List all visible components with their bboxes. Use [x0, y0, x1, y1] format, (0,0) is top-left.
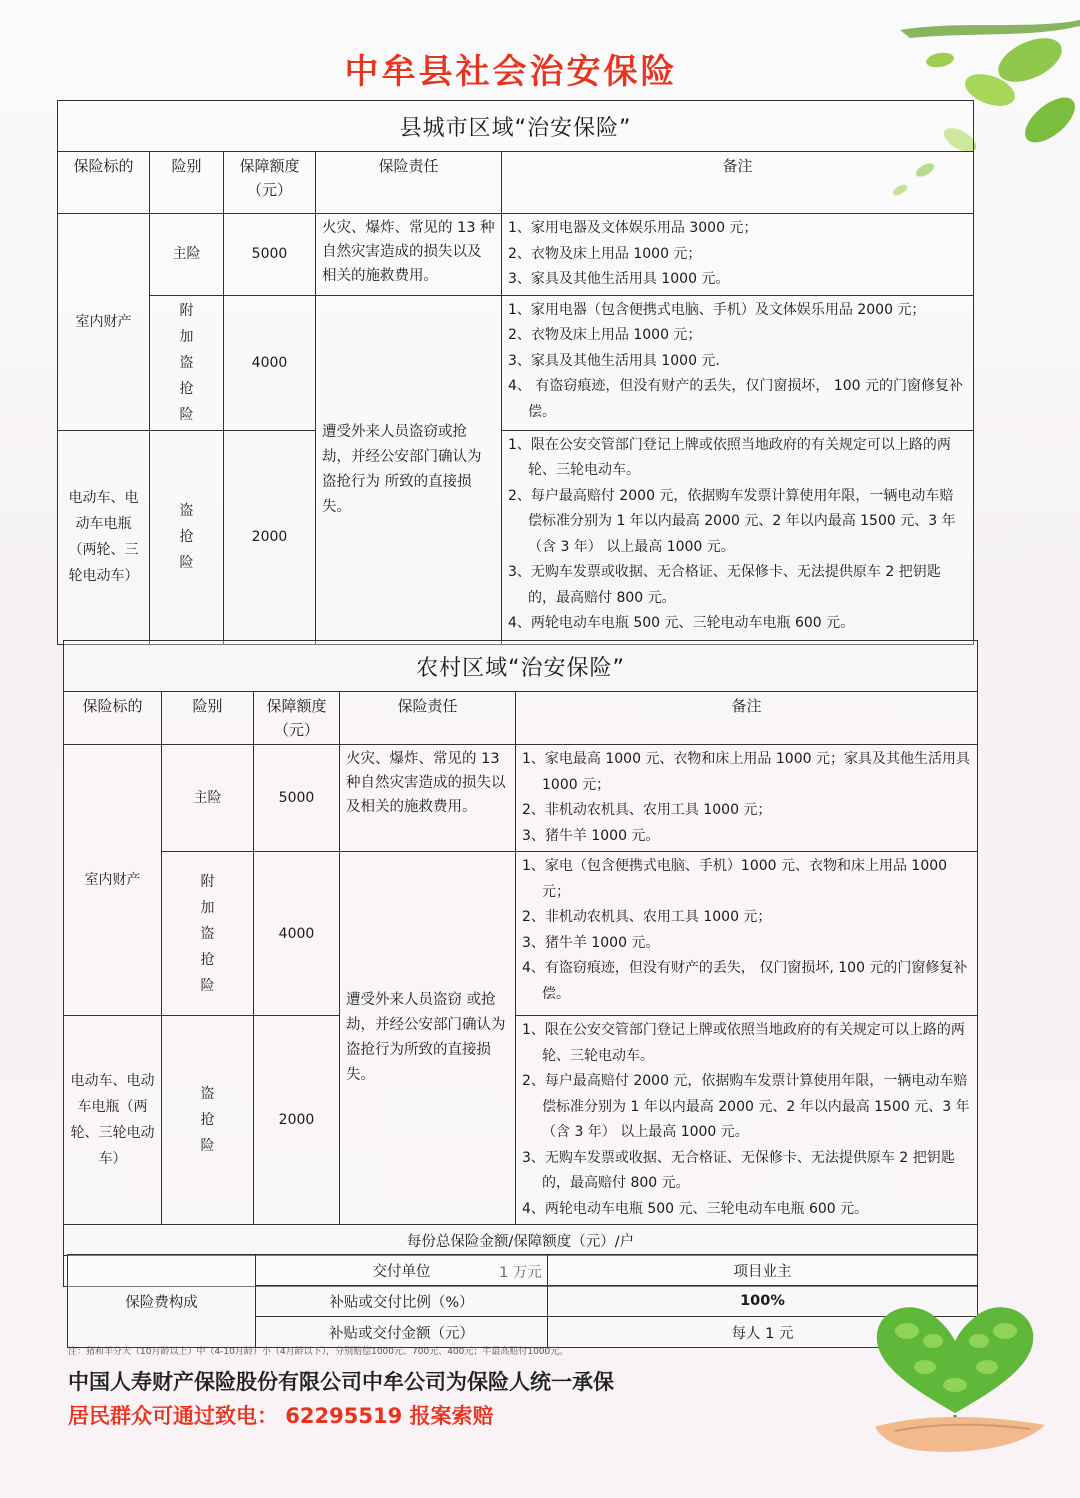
ev-theft-notes	[516, 1016, 978, 1225]
note-item: 4、两轮电动车电瓶 500 元、三轮电动车电瓶 600 元。	[508, 615, 855, 631]
leaf-heart-hand-icon	[855, 1295, 1055, 1460]
fine-print-note: 注：猪和羊分大（10月龄以上）中（4-10月龄）小（4月龄以下），分别赔偿1000元、700元、400元；牛最高赔付1000元。	[68, 1347, 569, 1357]
main-insurance-notes	[502, 214, 974, 296]
county-section-title: 县城市区域“治安保险”	[58, 101, 974, 152]
note-item: 1、家用电器（包含便携式电脑、手机）及文体娱乐用品 2000 元；	[508, 301, 926, 318]
note-item: 3、猪牛羊 1000 元。	[522, 934, 660, 951]
note-item: 1、家电（包含便携式电脑、手机）1000 元、衣物和床上用品 1000 元；	[522, 858, 948, 900]
note-item: 3、无购车发票或收据、无合格证、无保修卡、无法提供原车 2 把钥匙的，最高赔付 800 元。	[522, 1149, 955, 1191]
note-item: 1、限在公安交管部门登记上牌或依照当地政府的有关规定可以上路的两轮、三轮电动车。	[508, 436, 951, 478]
header-type: 险别	[162, 692, 254, 745]
note-item: 3、家具及其他生活用具 1000 元。	[508, 271, 730, 287]
note-item: 4、两轮电动车电瓶 500 元、三轮电动车电瓶 600 元。	[522, 1200, 869, 1217]
ev-theft-type: 盗 抢 险	[150, 430, 224, 644]
main-insurance-type: 主险	[150, 214, 224, 296]
payer-value: 项目业主	[548, 1255, 978, 1286]
amount-label: 补贴或交付金额（元）	[256, 1317, 548, 1348]
ev-theft-notes	[502, 430, 974, 644]
note-item: 3、猪牛羊 1000 元。	[522, 827, 660, 844]
amount-value: 每人 1 元	[548, 1317, 978, 1348]
indoor-property-label: 室内财产	[64, 745, 162, 1016]
note-item: 2、衣物及床上用品 1000 元；	[508, 327, 702, 343]
main-insurance-amount: 5000	[254, 745, 340, 852]
note-item: 4、有盗窃痕迹，但没有财产的丢失， 仅门窗损坏, 100 元的门窗修复补偿。	[522, 960, 968, 1002]
main-insurance-responsibility: 火灾、爆炸、常见的 13 种自然灾害造成的损失以及相关的施救费用。	[316, 214, 502, 296]
total-coverage-label: 每份总保险金额/保障额度（元）/户	[64, 1225, 978, 1256]
main-insurance-notes	[516, 745, 978, 852]
county-insurance-table	[57, 100, 974, 645]
header-amount: 保障额度（元）	[254, 692, 340, 745]
note-item: 1、限在公安交管部门登记上牌或依照当地政府的有关规定可以上路的两轮、三轮电动车。	[522, 1022, 965, 1064]
ratio-label: 补贴或交付比例（%）	[256, 1286, 548, 1317]
report-hotline: 居民群众可通过致电： 62295519 报案索赔	[68, 1404, 494, 1428]
indoor-property-label: 室内财产	[58, 214, 150, 431]
ratio-value: 100%	[548, 1286, 978, 1317]
header-notes: 备注	[502, 152, 974, 214]
note-item: 2、每户最高赔付 2000 元，依据购车发票计算使用年限，一辆电动车赔偿标准分别为 1 年以内最高 2000 元、2 年以内最高 1500 元、3 年（含 3 年） 以上最高 1000 元。	[522, 1073, 970, 1140]
ev-theft-amount: 2000	[254, 1016, 340, 1225]
theft-responsibility: 遭受外来人员盗窃 或抢劫，并经公安部门确认为盗抢行为所致的直接损失。	[340, 852, 516, 1225]
page-title: 中牟县社会治安保险	[344, 52, 678, 92]
header-type: 险别	[150, 152, 224, 214]
header-subject: 保险标的	[58, 152, 150, 214]
addon-theft-notes	[516, 852, 978, 1016]
premium-composition-label: 保险费构成	[68, 1255, 256, 1348]
rural-insurance-table	[63, 640, 978, 1287]
main-insurance-responsibility: 火灾、爆炸、常见的 13 种自然灾害造成的损失以及相关的施救费用。	[340, 745, 516, 852]
note-item: 4、 有盗窃痕迹，但没有财产的丢失，仅门窗损坏， 100 元的门窗修复补偿。	[508, 378, 963, 420]
ev-label: 电动车、电动车电瓶（两轮、三轮电动车）	[58, 430, 150, 644]
note-item: 3、家具及其他生活用具 1000 元.	[508, 352, 720, 369]
addon-theft-amount: 4000	[224, 295, 316, 430]
premium-table	[67, 1254, 978, 1348]
header-notes: 备注	[516, 692, 978, 745]
note-item: 2、非机动农机具、农用工具 1000 元；	[522, 909, 772, 925]
payer-label: 交付单位	[256, 1255, 548, 1286]
total-coverage-value: 1 万元	[64, 1256, 978, 1287]
header-amount: 保障额度（元）	[224, 152, 316, 214]
note-item: 3、无购车发票或收据、无合格证、无保修卡、无法提供原车 2 把钥匙的，最高赔付 800 元。	[508, 564, 941, 606]
theft-responsibility: 遭受外来人员盗窃或抢劫，并经公安部门确认为盗抢行为 所致的直接损失。	[316, 295, 502, 644]
addon-theft-amount: 4000	[254, 852, 340, 1016]
insurer-statement: 中国人寿财产保险股份有限公司中牟公司为保险人统一承保	[68, 1370, 614, 1394]
ev-label: 电动车、电动车电瓶（两轮、三轮电动车）	[64, 1016, 162, 1225]
addon-theft-type: 附 加 盗 抢 险	[150, 295, 224, 430]
addon-theft-type: 附 加 盗 抢 险	[162, 852, 254, 1016]
note-item: 1、家电最高 1000 元、衣物和床上用品 1000 元；家具及其他生活用具 1000 元；	[522, 751, 970, 793]
addon-theft-notes	[502, 295, 974, 430]
ev-theft-amount: 2000	[224, 430, 316, 644]
header-responsibility: 保险责任	[316, 152, 502, 214]
header-responsibility: 保险责任	[340, 692, 516, 745]
note-item: 2、非机动农机具、农用工具 1000 元；	[522, 802, 772, 818]
note-item: 2、衣物及床上用品 1000 元；	[508, 245, 702, 262]
note-item: 1、家用电器及文体娱乐用品 3000 元；	[508, 220, 758, 236]
main-insurance-type: 主险	[162, 745, 254, 852]
header-subject: 保险标的	[64, 692, 162, 745]
rural-section-title: 农村区域“治安保险”	[64, 641, 978, 692]
main-insurance-amount: 5000	[224, 214, 316, 296]
note-item: 2、每户最高赔付 2000 元，依据购车发票计算使用年限，一辆电动车赔偿标准分别为 1 年以内最高 2000 元、2 年以内最高 1500 元、3 年（含 3 年） 以上最高 1000 元。	[508, 487, 956, 555]
ev-theft-type: 盗 抢 险	[162, 1016, 254, 1225]
